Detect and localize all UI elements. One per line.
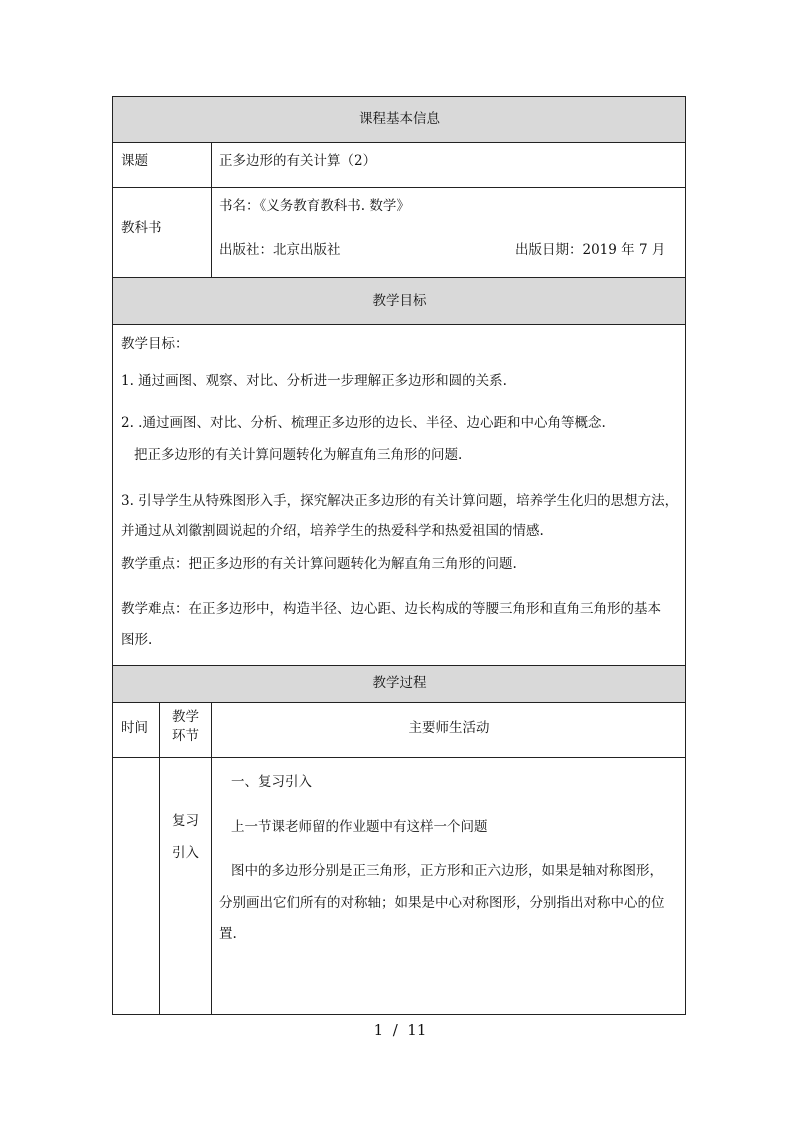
goal-item-1: 1. 通过画图、观察、对比、分析进一步理解正多边形和圆的关系. (121, 373, 507, 389)
activity-title: 一、复习引入 (231, 774, 312, 790)
key-point: 教学重点：把正多边形的有关计算问题转化为解直角三角形的问题. (121, 556, 517, 572)
topic-value: 正多边形的有关计算（2） (219, 153, 377, 169)
goals-intro: 教学目标： (121, 336, 189, 352)
goals-header: 教学目标 (372, 293, 427, 309)
activity-paragraph-2: 图中的多边形分别是正三角形，正方形和正六边形，如果是轴对称图形， (231, 863, 663, 879)
stage-name-cont: 引入 (172, 845, 199, 861)
goal-item-3-cont: 并通过从刘徽割圆说起的介绍，培养学生的热爱科学和热爱祖国的情感. (121, 523, 544, 539)
stage-name: 复习 (172, 813, 199, 829)
basic-info-header: 课程基本信息 (359, 111, 440, 127)
activity-paragraph-1: 上一节课老师留的作业题中有这样一个问题 (231, 819, 488, 835)
goal-item-3: 3. 引导学生从特殊图形入手，探究解决正多边形的有关计算问题，培养学生化归的思想方法， (121, 493, 679, 509)
activity-paragraph-2-cont: 分别画出它们所有的对称轴；如果是中心对称图形，分别指出对称中心的位 (219, 895, 665, 911)
publish-date: 出版日期：2019 年 7 月 (515, 242, 666, 258)
col-activity: 主要师生活动 (408, 720, 490, 736)
difficulty-cont: 图形. (121, 632, 153, 648)
difficulty: 教学难点：在正多边形中，构造半径、边心距、边长构成的等腰三角形和直角三角形的基本 (121, 601, 661, 617)
goal-item-2-cont: 把正多边形的有关计算问题转化为解直角三角形的问题. (134, 447, 463, 463)
page-number: 1 / 11 (373, 1021, 427, 1039)
col-stage-cont: 环节 (172, 728, 199, 744)
activity-paragraph-2-end: 置. (219, 926, 237, 942)
col-time: 时间 (121, 720, 148, 736)
textbook-label: 教科书 (121, 220, 162, 236)
publisher: 出版社：北京出版社 (219, 242, 341, 258)
goal-item-2: 2. .通过画图、对比、分析、梳理正多边形的边长、半径、边心距和中心角等概念. (121, 415, 606, 431)
process-header: 教学过程 (372, 675, 427, 691)
topic-label: 课题 (121, 153, 148, 169)
book-name: 书名：《义务教育教科书. 数学》 (219, 198, 410, 214)
col-stage: 教学 (172, 709, 199, 725)
